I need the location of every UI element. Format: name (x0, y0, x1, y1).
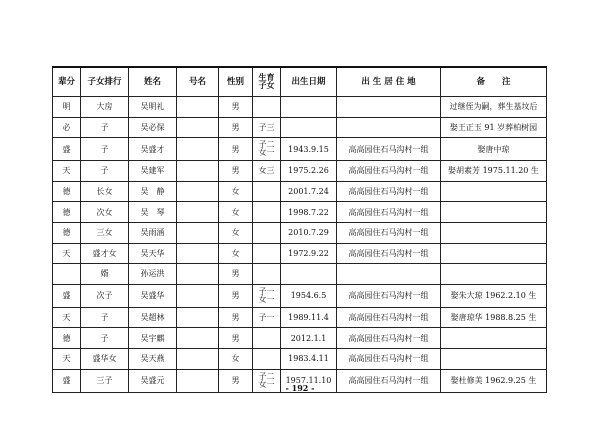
cell-children-born (253, 284, 281, 307)
cell-birth-date: 1957.11.10 (281, 369, 337, 392)
cell-sex: 女 (219, 348, 253, 369)
cell-sex: 男 (219, 284, 253, 307)
cell-generation: 天 (53, 243, 81, 264)
cell-name: 吴必保 (129, 117, 177, 138)
cell-child-rank: 次女 (81, 202, 129, 223)
cell-birth-date: 1983.4.11 (281, 348, 337, 369)
genealogy-table-wrapper (52, 66, 546, 393)
cell-alt-name (177, 181, 219, 202)
cell-children-born (253, 307, 281, 328)
children-born-stack (259, 124, 275, 132)
cell-name: 吴雨涵 (129, 222, 177, 243)
header-children-born (253, 67, 281, 97)
cell-notes: 娶朱大琼 1962.2.10 生 (441, 284, 547, 307)
cell-sex: 女 (219, 243, 253, 264)
header-children-born-line2: 子女 (258, 80, 275, 90)
table-row (53, 181, 547, 202)
cell-alt-name (177, 202, 219, 223)
cell-generation: 天 (53, 348, 81, 369)
cell-generation: 必 (53, 117, 81, 138)
table-row (53, 117, 547, 138)
cell-alt-name (177, 307, 219, 328)
cell-alt-name (177, 222, 219, 243)
cell-residence: 高高园住石马沟村一组 (337, 348, 441, 369)
cell-birth-date: 1943.9.15 (281, 138, 337, 161)
header-birth-date: 出生日期 (281, 67, 337, 97)
cell-generation: 明 (53, 97, 81, 118)
cell-notes (441, 264, 547, 285)
cell-notes: 娶胡素芳 1975.11.20 生 (441, 161, 547, 182)
header-notes: 备 注 (441, 67, 547, 97)
cell-generation: 盛 (53, 284, 81, 307)
header-row (53, 67, 547, 97)
cell-residence: 高高园住石马沟村一组 (337, 222, 441, 243)
cell-name: 吴宇麒 (129, 328, 177, 349)
cell-notes: 娶王正玉 91 岁葬柏树园 (441, 117, 547, 138)
cell-birth-date: 2001.7.24 (281, 181, 337, 202)
cell-children-born (253, 97, 281, 118)
cell-birth-date: 1975.2.26 (281, 161, 337, 182)
cell-residence: 高高园住石马沟村一组 (337, 138, 441, 161)
genealogy-table (52, 66, 547, 393)
cell-notes (441, 222, 547, 243)
cell-generation: 天 (53, 307, 81, 328)
header-name: 姓名 (129, 67, 177, 97)
table-row (53, 161, 547, 182)
cell-child-rank: 子 (81, 138, 129, 161)
cell-sex: 男 (219, 97, 253, 118)
cell-sex: 女 (219, 202, 253, 223)
cell-notes: 娶唐琼华 1988.8.25 生 (441, 307, 547, 328)
children-born-stack (259, 141, 275, 157)
cell-generation: 盛 (53, 138, 81, 161)
header-alt-name: 号名 (177, 67, 219, 97)
children-born-line: 女三 (258, 166, 275, 176)
cell-notes (441, 202, 547, 223)
cell-notes (441, 181, 547, 202)
children-born-line: 子二 (258, 140, 275, 150)
cell-children-born (253, 181, 281, 202)
table-row (53, 202, 547, 223)
cell-generation: 德 (53, 202, 81, 223)
cell-notes: 娶杜修美 1962.9.25 生 (441, 369, 547, 392)
cell-child-rank: 三子 (81, 369, 129, 392)
header-generation: 辈分 (53, 67, 81, 97)
cell-notes: 娶唐中琼 (441, 138, 547, 161)
cell-alt-name (177, 161, 219, 182)
cell-children-born (253, 264, 281, 285)
cell-name: 吴超林 (129, 307, 177, 328)
cell-name: 吴天燕 (129, 348, 177, 369)
header-sex: 性别 (219, 67, 253, 97)
cell-sex: 男 (219, 138, 253, 161)
cell-residence: 高高园住石马沟村一组 (337, 243, 441, 264)
cell-residence: 高高园住石马沟村一组 (337, 307, 441, 328)
cell-birth-date (281, 117, 337, 138)
cell-alt-name (177, 264, 219, 285)
cell-residence: 高高园住石马沟村一组 (337, 202, 441, 223)
cell-generation: 德 (53, 328, 81, 349)
table-row (53, 284, 547, 307)
cell-child-rank: 大房 (81, 97, 129, 118)
cell-name: 吴建军 (129, 161, 177, 182)
cell-children-born (253, 138, 281, 161)
cell-birth-date (281, 97, 337, 118)
cell-sex: 男 (219, 161, 253, 182)
children-born-line: 女一 (258, 148, 275, 158)
cell-child-rank: 盛华女 (81, 348, 129, 369)
cell-child-rank: 子 (81, 161, 129, 182)
cell-sex: 男 (219, 307, 253, 328)
cell-sex: 女 (219, 222, 253, 243)
children-born-line: 子一 (258, 313, 275, 323)
cell-birth-date: 2010.7.29 (281, 222, 337, 243)
cell-sex: 男 (219, 328, 253, 349)
cell-child-rank: 盛才女 (81, 243, 129, 264)
cell-child-rank: 子 (81, 117, 129, 138)
cell-children-born (253, 348, 281, 369)
table-row (53, 307, 547, 328)
cell-alt-name (177, 117, 219, 138)
table-row (53, 243, 547, 264)
cell-children-born (253, 202, 281, 223)
cell-alt-name (177, 328, 219, 349)
cell-notes (441, 348, 547, 369)
cell-name: 吴盛元 (129, 369, 177, 392)
cell-generation: 盛 (53, 369, 81, 392)
cell-child-rank: 长女 (81, 181, 129, 202)
cell-name: 吴 琴 (129, 202, 177, 223)
cell-alt-name (177, 138, 219, 161)
cell-birth-date: 1972.9.22 (281, 243, 337, 264)
cell-residence (337, 117, 441, 138)
table-row (53, 348, 547, 369)
cell-child-rank: 三女 (81, 222, 129, 243)
cell-child-rank: 次子 (81, 284, 129, 307)
table-row (53, 222, 547, 243)
cell-birth-date (281, 264, 337, 285)
header-residence: 出 生 居 住 地 (337, 67, 441, 97)
cell-residence (337, 97, 441, 118)
table-row (53, 264, 547, 285)
cell-residence: 高高园住石马沟村一组 (337, 369, 441, 392)
cell-birth-date: 1954.6.5 (281, 284, 337, 307)
table-body (53, 97, 547, 393)
cell-birth-date: 1998.7.22 (281, 202, 337, 223)
cell-residence: 高高园住石马沟村一组 (337, 181, 441, 202)
header-children-born-line1: 生育 (258, 72, 275, 82)
cell-child-rank: 子 (81, 328, 129, 349)
children-born-stack (259, 288, 275, 304)
cell-residence (337, 264, 441, 285)
cell-alt-name (177, 243, 219, 264)
cell-generation: 德 (53, 222, 81, 243)
cell-generation: 德 (53, 181, 81, 202)
cell-notes (441, 243, 547, 264)
children-born-line: 子二 (258, 371, 275, 381)
children-born-stack (259, 314, 275, 322)
cell-name: 吴明礼 (129, 97, 177, 118)
children-born-line: 子一 (258, 286, 275, 296)
table-row (53, 97, 547, 118)
cell-sex: 男 (219, 369, 253, 392)
table-row (53, 328, 547, 349)
cell-residence: 高高园住石马沟村一组 (337, 328, 441, 349)
cell-sex: 男 (219, 264, 253, 285)
cell-children-born (253, 222, 281, 243)
cell-alt-name (177, 97, 219, 118)
cell-child-rank: 子 (81, 307, 129, 328)
cell-sex: 女 (219, 181, 253, 202)
cell-name: 吴 静 (129, 181, 177, 202)
cell-generation: 天 (53, 161, 81, 182)
cell-child-rank: 婿 (81, 264, 129, 285)
cell-notes: 过继侄为嗣，葬生基坟后 (441, 97, 547, 118)
cell-residence: 高高园住石马沟村一组 (337, 161, 441, 182)
cell-alt-name (177, 348, 219, 369)
children-born-stack (259, 167, 275, 175)
cell-children-born (253, 243, 281, 264)
cell-children-born (253, 117, 281, 138)
cell-name: 孙运洪 (129, 264, 177, 285)
cell-notes (441, 328, 547, 349)
children-born-line: 女一 (258, 294, 275, 304)
cell-children-born (253, 328, 281, 349)
cell-residence: 高高园住石马沟村一组 (337, 284, 441, 307)
children-born-line: 子三 (258, 122, 275, 132)
cell-children-born (253, 161, 281, 182)
header-child-rank: 子女排行 (81, 67, 129, 97)
table-row (53, 138, 547, 161)
cell-sex: 男 (219, 117, 253, 138)
page-number: - 192 - (285, 383, 315, 393)
cell-name: 吴盛华 (129, 284, 177, 307)
cell-birth-date: 2012.1.1 (281, 328, 337, 349)
children-born-line: 女一 (258, 379, 275, 389)
cell-generation (53, 264, 81, 285)
cell-name: 吴天华 (129, 243, 177, 264)
cell-name: 吴盛才 (129, 138, 177, 161)
cell-alt-name (177, 284, 219, 307)
cell-birth-date: 1989.11.4 (281, 307, 337, 328)
